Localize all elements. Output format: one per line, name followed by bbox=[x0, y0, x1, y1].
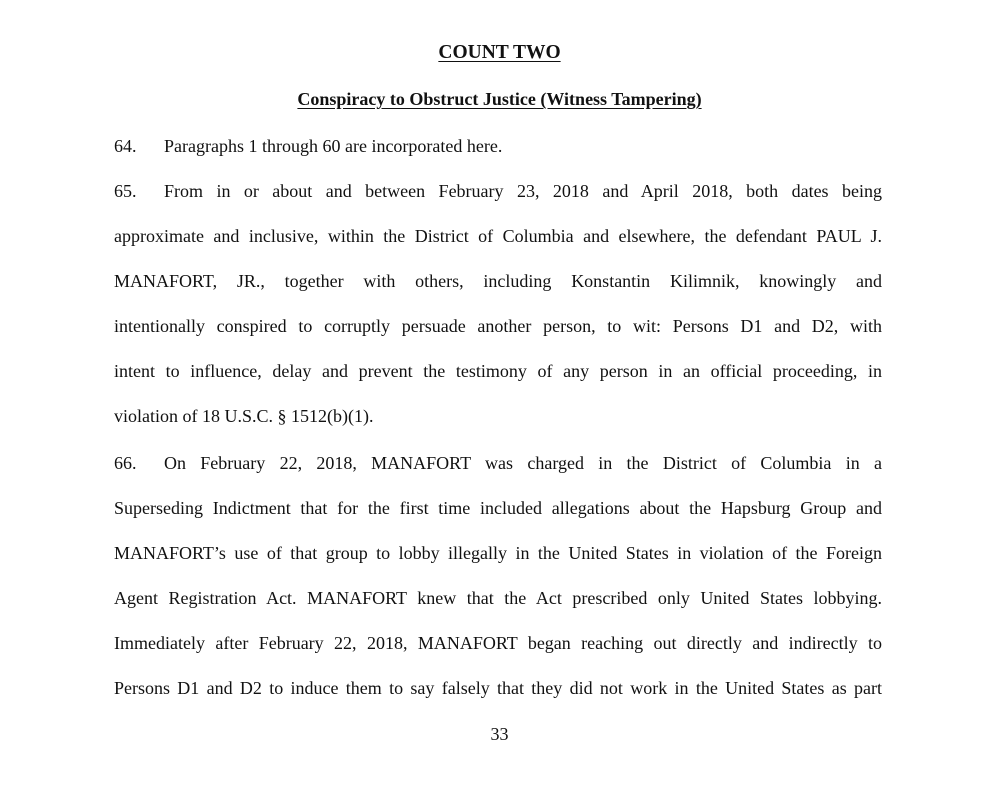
count-heading: COUNT TWO bbox=[438, 42, 561, 63]
paragraph-text: On February 22, 2018, MANAFORT was charged in the District of Columbia in a bbox=[164, 453, 882, 473]
paragraph-66-line-3: MANAFORT’s use of that group to lobby illegally in the United States in violation of the Foreign bbox=[114, 543, 882, 563]
paragraph-65-line-2: approximate and inclusive, within the District of Columbia and elsewhere, the defendant PAUL J. bbox=[114, 226, 882, 246]
paragraph-text: Paragraphs 1 through 60 are incorporated here. bbox=[164, 136, 503, 156]
paragraph-66-line-1 bbox=[114, 452, 882, 474]
paragraph-65-line-3: MANAFORT, JR., together with others, including Konstantin Kilimnik, knowingly and bbox=[114, 271, 882, 291]
paragraph-65-line-1 bbox=[114, 180, 882, 202]
paragraph-64-line-1 bbox=[114, 135, 882, 157]
paragraph-65-line-4: intentionally conspired to corruptly persuade another person, to wit: Persons D1 and D2, with bbox=[114, 316, 882, 336]
paragraph-number: 66. bbox=[114, 453, 137, 473]
page-number: 33 bbox=[490, 724, 509, 744]
paragraph-66-line-6: Persons D1 and D2 to induce them to say falsely that they did not work in the United States as part bbox=[114, 678, 882, 698]
paragraph-number: 64. bbox=[114, 136, 137, 156]
paragraph-text: From in or about and between February 23, 2018 and April 2018, both dates being bbox=[164, 181, 882, 201]
paragraph-66-line-5: Immediately after February 22, 2018, MANAFORT began reaching out directly and indirectly to bbox=[114, 633, 882, 653]
count-subheading: Conspiracy to Obstruct Justice (Witness Tampering) bbox=[297, 89, 702, 109]
paragraph-66-line-4: Agent Registration Act. MANAFORT knew that the Act prescribed only United States lobbying. bbox=[114, 588, 882, 608]
paragraph-number: 65. bbox=[114, 181, 137, 201]
paragraph-65-line-6: violation of 18 U.S.C. § 1512(b)(1). bbox=[114, 406, 374, 426]
paragraph-66-line-2: Superseding Indictment that for the first time included allegations about the Hapsburg Group and bbox=[114, 498, 882, 518]
paragraph-65-line-5: intent to influence, delay and prevent the testimony of any person in an official proceeding, in bbox=[114, 361, 882, 381]
